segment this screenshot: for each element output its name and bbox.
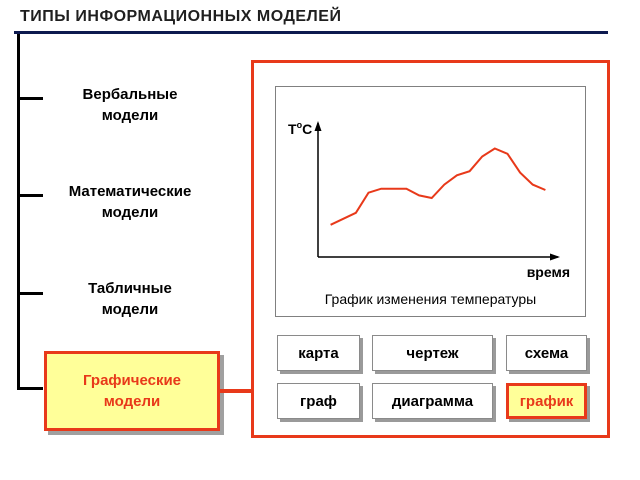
btn-drawing[interactable]: чертеж <box>372 335 493 371</box>
y-axis-label-C: С <box>302 121 313 137</box>
tree-branch-table <box>17 292 43 295</box>
y-axis-arrow <box>315 121 322 131</box>
btn-map[interactable]: карта <box>277 335 360 371</box>
btn-scheme[interactable]: схема <box>506 335 587 371</box>
btn-diagram[interactable]: диаграмма <box>372 383 493 419</box>
tree-trunk-line <box>17 34 20 390</box>
btn-graph[interactable]: граф <box>277 383 360 419</box>
chart-caption: График изменения температуры <box>324 291 537 307</box>
chart-svg <box>276 87 585 316</box>
connector-line <box>220 389 252 393</box>
tree-branch-verbal <box>17 97 43 100</box>
model-graphic[interactable] <box>44 351 220 431</box>
y-axis-label-degree: о <box>296 120 303 130</box>
temperature-series-line <box>331 149 546 225</box>
y-axis-label-T: Т <box>288 121 297 137</box>
temperature-chart <box>275 86 586 317</box>
btn-plot[interactable]: график <box>506 383 587 419</box>
x-axis-label: время <box>526 264 570 280</box>
model-mathematical[interactable]: Математические модели <box>68 183 192 221</box>
title-underline <box>14 31 608 34</box>
model-graphic-label: Графические модели <box>82 372 182 410</box>
page-title: ТИПЫ ИНФОРМАЦИОННЫХ МОДЕЛЕЙ <box>20 8 342 25</box>
model-tabular[interactable]: Табличные модели <box>88 280 172 318</box>
y-axis-label <box>288 120 312 137</box>
model-verbal[interactable]: Вербальные модели <box>82 86 178 124</box>
x-axis-arrow <box>550 254 560 261</box>
tree-branch-graphic <box>17 387 43 390</box>
tree-branch-math <box>17 194 43 197</box>
